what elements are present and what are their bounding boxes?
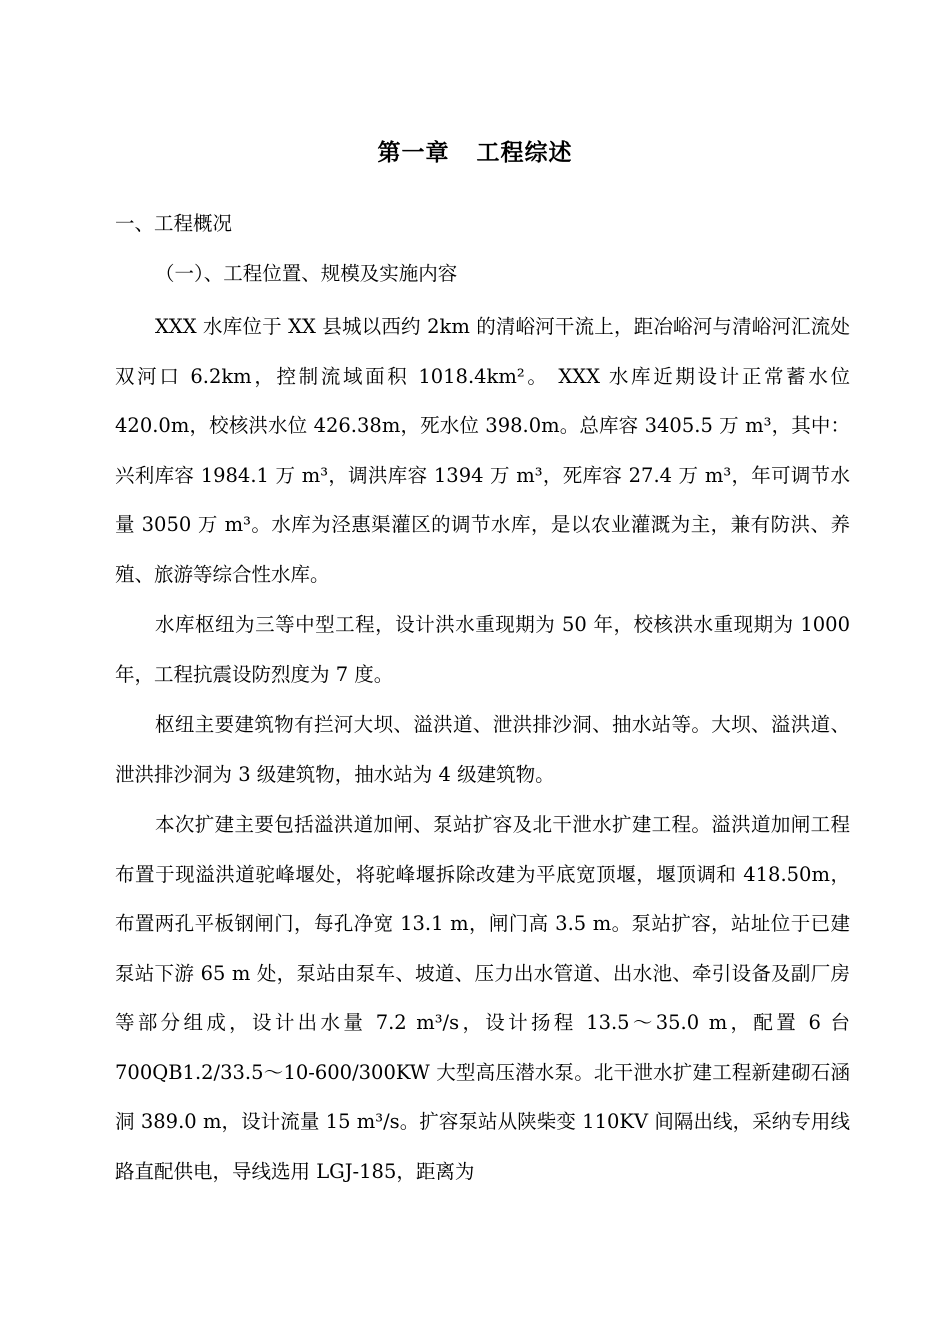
paragraph-expansion-works: 本次扩建主要包括溢洪道加闸、泵站扩容及北干泄水扩建工程。溢洪道加闸工程布置于现溢洪道驼峰堰处，将驼峰堰拆除改建为平底宽顶堰，堰顶调和 418.50m，布置两孔平板钢闸门，每孔净宽 13.1 m，闸门高 3.5 m。泵站扩容，站址位于已建泵站下游 65 m 处，泵站由泵车、坡道、压力出水管道、出水池、牵引设备及副厂房等部分组成，设计出水量 7.2 m³/s，设计扬程 13.5～35.0 m，配置 6 台 700QB1.2/33.5～10-600/300KW 大型高压潜水泵。北干泄水扩建工程新建砌石涵洞 389.0 m，设计流量 15 m³/s。扩容泵站从陕柴变 110KV 间隔出线，采纳专用线路直配供电，导线选用 LGJ-185，距离为: [115, 813, 850, 1183]
paragraph-reservoir-overview: XXX 水库位于 XX 县城以西约 2km 的清峪河干流上，距冶峪河与清峪河汇流处双河口 6.2km，控制流域面积 1018.4km²。 XXX 水库近期设计正常蓄水位 420.0m，校核洪水位 426.38m，死水位 398.0m。总库容 3405.5 万 m³，其中：兴利库容 1984.1 万 m³，调洪库容 1394 万 m³，死库容 27.4 万 m³，年可调节水量 3050 万 m³。水库为泾惠渠灌区的调节水库，是以农业灌溉为主，兼有防洪、养殖、旅游等综合性水库。: [115, 315, 850, 586]
paragraph-main-structures: 枢纽主要建筑物有拦河大坝、溢洪道、泄洪排沙洞、抽水站等。大坝、溢洪道、泄洪排沙洞为 3 级建筑物，抽水站为 4 级建筑物。: [115, 713, 850, 786]
chapter-title: 第一章 工程综述: [377, 139, 573, 166]
section-heading: 一、工程概况: [115, 212, 233, 235]
paragraph-project-grade: 水库枢纽为三等中型工程，设计洪水重现期为 50 年，校核洪水重现期为 1000 年，工程抗震设防烈度为 7 度。: [115, 613, 850, 686]
subsection-heading: （一）、工程位置、规模及实施内容: [155, 262, 458, 285]
